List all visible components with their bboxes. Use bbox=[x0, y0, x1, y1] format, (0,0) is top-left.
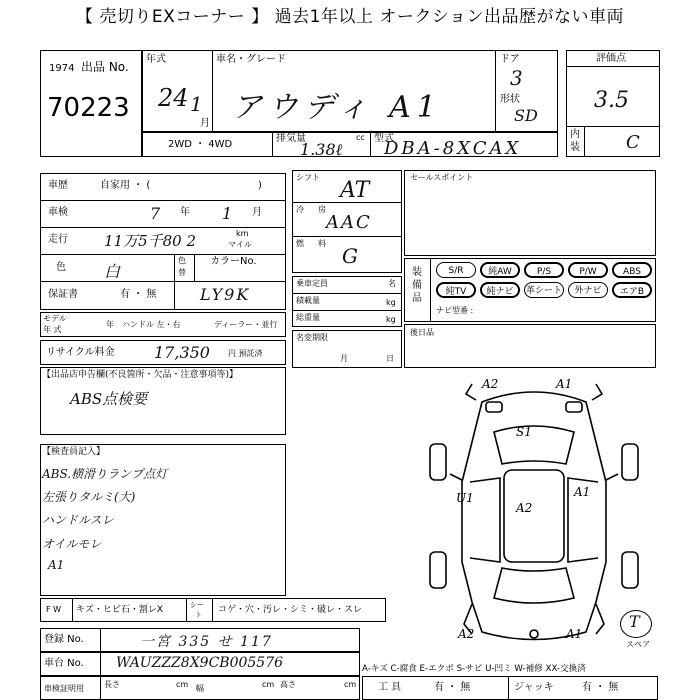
km-unit: km bbox=[236, 229, 249, 238]
equipment-option: 革シート bbox=[524, 282, 564, 298]
inspection-year: 7 bbox=[150, 204, 161, 223]
mileage-label: 走行 bbox=[48, 234, 68, 245]
inspector-label: 【検査員記入】 bbox=[42, 447, 106, 457]
cc-label: cc bbox=[356, 133, 365, 142]
color-label: 色 bbox=[56, 262, 66, 273]
equipment-option: エアB bbox=[612, 282, 652, 298]
damage-mark: A1 bbox=[574, 485, 591, 499]
equipment-option: P/S bbox=[524, 262, 564, 278]
handle-label: ハンドル 左・右 bbox=[122, 320, 181, 329]
post-items-box bbox=[404, 324, 656, 368]
inspector-note-2: 左張りタルミ(大) bbox=[42, 490, 136, 504]
load-unit: kg bbox=[386, 298, 396, 307]
banner-title: 【 売切りEXコーナー 】 過去1年以上 オークション出品歴がない車両 bbox=[76, 7, 624, 27]
damage-mark: A2 bbox=[458, 627, 475, 641]
color-value: 白 bbox=[104, 262, 121, 281]
spare-value: T bbox=[629, 612, 640, 631]
inspection-month: 1 bbox=[222, 204, 233, 223]
seat-label-1: シー bbox=[190, 601, 204, 609]
model-year-unit: 年 bbox=[106, 320, 114, 329]
history-value: 自家用 ・ ( bbox=[100, 180, 151, 191]
inspector-note-1: ABS.横滑りランプ点灯 bbox=[42, 467, 168, 481]
interior-label-2: 装 bbox=[570, 142, 580, 153]
gross-unit: kg bbox=[386, 315, 396, 324]
month-label: 月 bbox=[200, 118, 210, 129]
lot-no-label: 出品 No. bbox=[81, 60, 129, 74]
year-value: 24 bbox=[158, 84, 189, 112]
chassis-value: WAUZZZ8X9CB005576 bbox=[116, 655, 284, 671]
history-close: ) bbox=[258, 180, 262, 191]
displacement-value: 1.38ℓ bbox=[300, 140, 343, 159]
fw-label: F W bbox=[46, 605, 62, 614]
equipment-option: 純TV bbox=[436, 282, 476, 298]
fw-items: キズ・ヒビ石・割レX bbox=[76, 605, 163, 615]
mile-unit: マイル bbox=[228, 240, 252, 249]
interior-label-1: 内 bbox=[570, 129, 580, 140]
score-value: 3.5 bbox=[594, 88, 629, 113]
year-month: 1 bbox=[190, 92, 203, 116]
seat-label-2: ト bbox=[195, 611, 202, 619]
damage-mark: A1 bbox=[566, 627, 583, 641]
load-label: 積載量 bbox=[296, 296, 320, 305]
gross-label: 総重量 bbox=[296, 313, 320, 322]
color-change-2: 替 bbox=[178, 268, 186, 277]
lot-number: 70223 bbox=[47, 93, 130, 123]
fuel-label-1: 燃 bbox=[296, 239, 304, 248]
damage-mark: U1 bbox=[456, 491, 474, 505]
shape-label: 形状 bbox=[500, 94, 520, 105]
name-change-day: 日 bbox=[386, 354, 394, 363]
width-label: 幅 bbox=[196, 684, 204, 693]
equipment-option: 純ナビ bbox=[480, 282, 520, 298]
damage-mark: A2 bbox=[482, 377, 499, 391]
car-name-label: 車名・グレード bbox=[216, 54, 286, 65]
year-label: 年式 bbox=[146, 54, 166, 65]
color-no-value: LY9K bbox=[200, 285, 251, 304]
recycle-label: リサイクル料金 bbox=[46, 347, 115, 358]
equipment-option: 外ナビ bbox=[568, 282, 608, 298]
capacity-label: 乗車定員 bbox=[296, 279, 328, 288]
color-change-1: 色 bbox=[178, 256, 186, 265]
registration-label: 登録 No. bbox=[44, 634, 84, 645]
jack-value: 有 ・ 無 bbox=[582, 682, 619, 693]
shift-value: AT bbox=[340, 178, 370, 203]
post-items-label: 後日品 bbox=[410, 328, 434, 337]
color-no-label: カラーNo. bbox=[210, 256, 257, 267]
inspection-month-unit: 月 bbox=[252, 207, 262, 218]
fuel-label-2: 料 bbox=[318, 239, 326, 248]
displacement-label: 排気量 bbox=[276, 133, 306, 144]
length-unit: cm bbox=[176, 680, 189, 689]
equipment-option: S/R bbox=[436, 262, 476, 278]
equipment-option: 純AW bbox=[480, 262, 520, 278]
jack-label: ジャッキ bbox=[514, 682, 554, 693]
model-year-label-1: モデル bbox=[43, 314, 67, 323]
door-value: 3 bbox=[510, 66, 523, 90]
cert-label: 車検証明用 bbox=[44, 684, 84, 693]
spare-label: スペア bbox=[626, 640, 650, 649]
interior-value: C bbox=[626, 132, 640, 153]
damage-legend: A-キズ C-腐食 E-エクボ S-サビ U-凹ミ W-補修 XX-交換済 bbox=[362, 664, 586, 674]
door-label: ドア bbox=[500, 54, 520, 65]
dealer-label: ディーラー・並行 bbox=[214, 320, 278, 329]
lot-number-box bbox=[40, 50, 142, 157]
history-label: 車歴 bbox=[48, 180, 68, 191]
damage-mark: S1 bbox=[516, 425, 532, 439]
width-unit: cm bbox=[262, 680, 275, 689]
tools-label: 工 具 bbox=[378, 682, 402, 693]
registration-value: 一宮 335 せ 117 bbox=[140, 634, 273, 650]
aircon-label-1: 冷 bbox=[296, 205, 304, 214]
model-year-label-2: 年 式 bbox=[43, 325, 62, 334]
recycle-unit: 円 預託済 bbox=[228, 349, 263, 358]
car-name-value: アウディ A1 bbox=[232, 90, 442, 125]
equipment-option: P/W bbox=[568, 262, 608, 278]
equipment-option: ABS bbox=[612, 262, 652, 278]
inspector-note-5: A1 bbox=[48, 558, 65, 572]
seat-items: コゲ・穴・汚レ・シミ・破レ・スレ bbox=[218, 605, 363, 615]
notes-label: 【出品店申告欄(不良箇所・欠品・注意事項等)】 bbox=[42, 370, 239, 380]
name-change-month: 月 bbox=[340, 354, 348, 363]
warranty-value: 有 ・ 無 bbox=[120, 289, 157, 300]
chassis-label: 車台 No. bbox=[44, 658, 84, 669]
score-label: 評価点 bbox=[596, 53, 626, 64]
damage-mark: A1 bbox=[556, 377, 573, 391]
recycle-value: 17,350 bbox=[154, 343, 210, 362]
navi-label: ナビ型番 : bbox=[436, 306, 474, 315]
capacity-unit: 名 bbox=[388, 279, 396, 288]
model-value: DBA-8XCAX bbox=[384, 138, 522, 159]
shift-label: シフト bbox=[296, 173, 320, 182]
warranty-label: 保証書 bbox=[48, 289, 78, 300]
length-label: 長さ bbox=[104, 680, 120, 689]
sales-point-label: セールスポイント bbox=[410, 173, 474, 182]
inspection-year-unit: 年 bbox=[180, 207, 190, 218]
inspector-note-4: オイルモレ bbox=[42, 537, 102, 551]
damage-mark: A2 bbox=[516, 501, 533, 515]
tools-value: 有 ・ 無 bbox=[434, 682, 471, 693]
inspector-note-3: ハンドルスレ bbox=[42, 513, 114, 527]
aircon-value: AAC bbox=[326, 212, 372, 233]
inspection-label: 車検 bbox=[48, 207, 68, 218]
drive-label: 2WD ・ 4WD bbox=[168, 139, 233, 150]
height-unit: cm bbox=[344, 680, 357, 689]
name-change-label: 名変期限 bbox=[296, 333, 328, 342]
fuel-value: G bbox=[342, 244, 358, 268]
notes-value: ABS点検要 bbox=[70, 390, 148, 408]
hall-code: 1974 bbox=[49, 63, 75, 74]
mileage-value: 11万5千80 2 bbox=[104, 232, 197, 250]
equipment-label: 装備品 bbox=[412, 267, 422, 304]
aircon-label-2: 房 bbox=[318, 205, 326, 214]
shape-value: SD bbox=[514, 106, 538, 125]
height-label: 高さ bbox=[280, 680, 296, 689]
model-label: 型式 bbox=[374, 133, 394, 144]
